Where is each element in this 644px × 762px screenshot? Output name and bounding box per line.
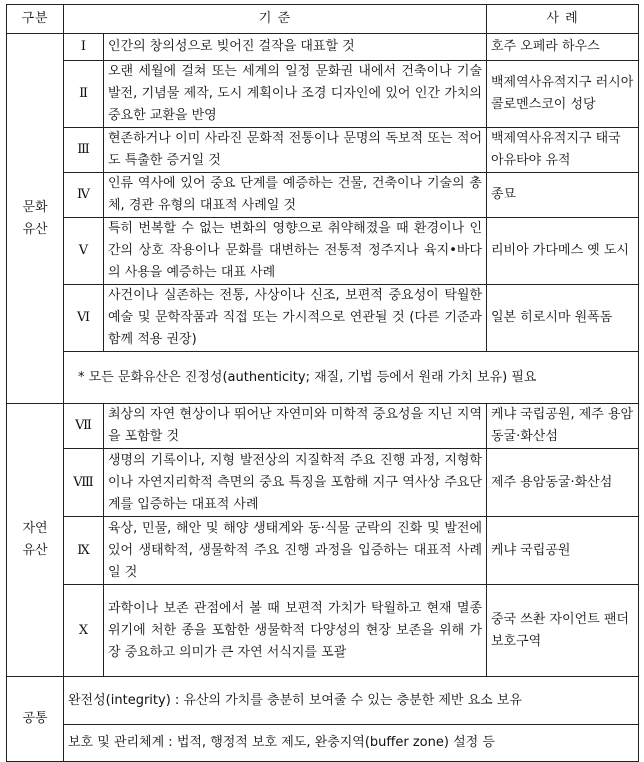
table-row (7, 517, 639, 585)
heritage-criteria-table (6, 4, 639, 762)
criterion-example: 백제역사유적지구 태국 아유타야 유적 (487, 128, 639, 173)
criterion-example: 중국 쓰촨 자이언트 팬더 보호구역 (487, 585, 639, 677)
criterion-example: 케냐 국립공원, 제주 용암동굴·화산섬 (487, 404, 639, 449)
criterion-example: 제주 용암동굴·화산섬 (487, 449, 639, 517)
criterion-text: 오랜 세월에 걸쳐 또는 세계의 일정 문화권 내에서 건축이나 기술 발전, 기념물 제작, 도시 계획이나 조경 디자인에 있어 인간 가치의 중요한 교환을 반영 (104, 61, 487, 128)
integrity-requirement: 완전성(integrity) : 유산의 가치를 충분히 보여줄 수 있는 충분한 제반 요소 보유 (64, 677, 639, 725)
criterion-text: 육상, 민물, 해안 및 해양 생태계와 동·식물 군락의 진화 및 발전에 있어 생태학적, 생물학적 주요 진행 과정을 입증하는 대표적 사례일 것 (104, 517, 487, 585)
criterion-number: Ⅹ (64, 585, 104, 677)
criterion-text: 최상의 자연 현상이나 뛰어난 자연미와 미학적 중요성을 지닌 지역을 포함할 것 (104, 404, 487, 449)
criterion-number: Ⅷ (64, 449, 104, 517)
category-cultural-label: 문화 유산 (22, 199, 48, 237)
criterion-example: 백제역사유적지구 러시아 콜로멘스코이 성당 (487, 61, 639, 128)
table-row (7, 218, 639, 285)
table-row (7, 404, 639, 449)
criterion-number: Ⅶ (64, 404, 104, 449)
table-row (7, 173, 639, 218)
criterion-text: 인류 역사에 있어 중요 단계를 예증하는 건물, 건축이나 기술의 총체, 경관 유형의 대표적 사례일 것 (104, 173, 487, 218)
category-natural-label: 자연 유산 (22, 521, 48, 558)
table-row (7, 128, 639, 173)
table-row (7, 61, 639, 128)
table-row (7, 34, 639, 61)
table-row (7, 449, 639, 517)
criterion-example: 호주 오페라 하우스 (487, 34, 639, 61)
header-criteria: 기 준 (64, 5, 487, 34)
criterion-example: 리비아 가다메스 옛 도시 (487, 218, 639, 285)
criterion-number: Ⅸ (64, 517, 104, 585)
category-common: 공통 (7, 677, 64, 762)
category-cultural (7, 34, 64, 404)
protection-requirement: 보호 및 관리체계 : 법적, 행정적 보호 제도, 완충지역(buffer zone) 설정 등 (64, 725, 639, 762)
header-row (7, 5, 639, 34)
criterion-number: Ⅱ (64, 61, 104, 128)
criterion-text: 인간의 창의성으로 빚어진 걸작을 대표할 것 (104, 34, 487, 61)
cultural-note-row (7, 352, 639, 404)
criterion-example: 종묘 (487, 173, 639, 218)
table-row (7, 725, 639, 762)
criterion-number: Ⅲ (64, 128, 104, 173)
category-natural (7, 404, 64, 677)
criterion-number: Ⅵ (64, 285, 104, 352)
criterion-number: Ⅴ (64, 218, 104, 285)
criterion-text: 생명의 기록이나, 지형 발전상의 지질학적 주요 진행 과정, 지형학이나 자연지리학적 측면의 중요 특징을 포함해 지구 역사상 주요단계를 입증하는 대표적 사례 (104, 449, 487, 517)
table-row (7, 585, 639, 677)
criterion-text: 현존하거나 이미 사라진 문화적 전통이나 문명의 독보적 또는 적어도 특출한 증거일 것 (104, 128, 487, 173)
criterion-number: Ⅰ (64, 34, 104, 61)
header-category: 구분 (7, 5, 64, 34)
criterion-text: 특히 번복할 수 없는 변화의 영향으로 취약해졌을 때 환경이나 인간의 상호 작용이나 문화를 대변하는 전통적 정주지나 육지•바다의 사용을 예증하는 대표 사례 (104, 218, 487, 285)
table-row (7, 285, 639, 352)
table-row (7, 677, 639, 725)
criterion-text: 과학이나 보존 관점에서 볼 때 보편적 가치가 탁월하고 현재 멸종 위기에 처한 종을 포함한 생물학적 다양성의 현장 보존을 위해 가장 중요하고 의미가 큰 자연 서식지를 포괄 (104, 585, 487, 677)
criterion-example: 일본 히로시마 원폭돔 (487, 285, 639, 352)
criterion-example: 케냐 국립공원 (487, 517, 639, 585)
criterion-number: Ⅳ (64, 173, 104, 218)
header-example: 사 례 (487, 5, 639, 34)
authenticity-note: * 모든 문화유산은 진정성(authenticity; 재질, 기법 등에서 원래 가치 보유) 필요 (64, 352, 639, 404)
criterion-text: 사건이나 실존하는 전통, 사상이나 신조, 보편적 중요성이 탁월한 예술 및 문학작품과 직접 또는 가시적으로 연관될 것 (다른 기준과 함께 적용 권장) (104, 285, 487, 352)
